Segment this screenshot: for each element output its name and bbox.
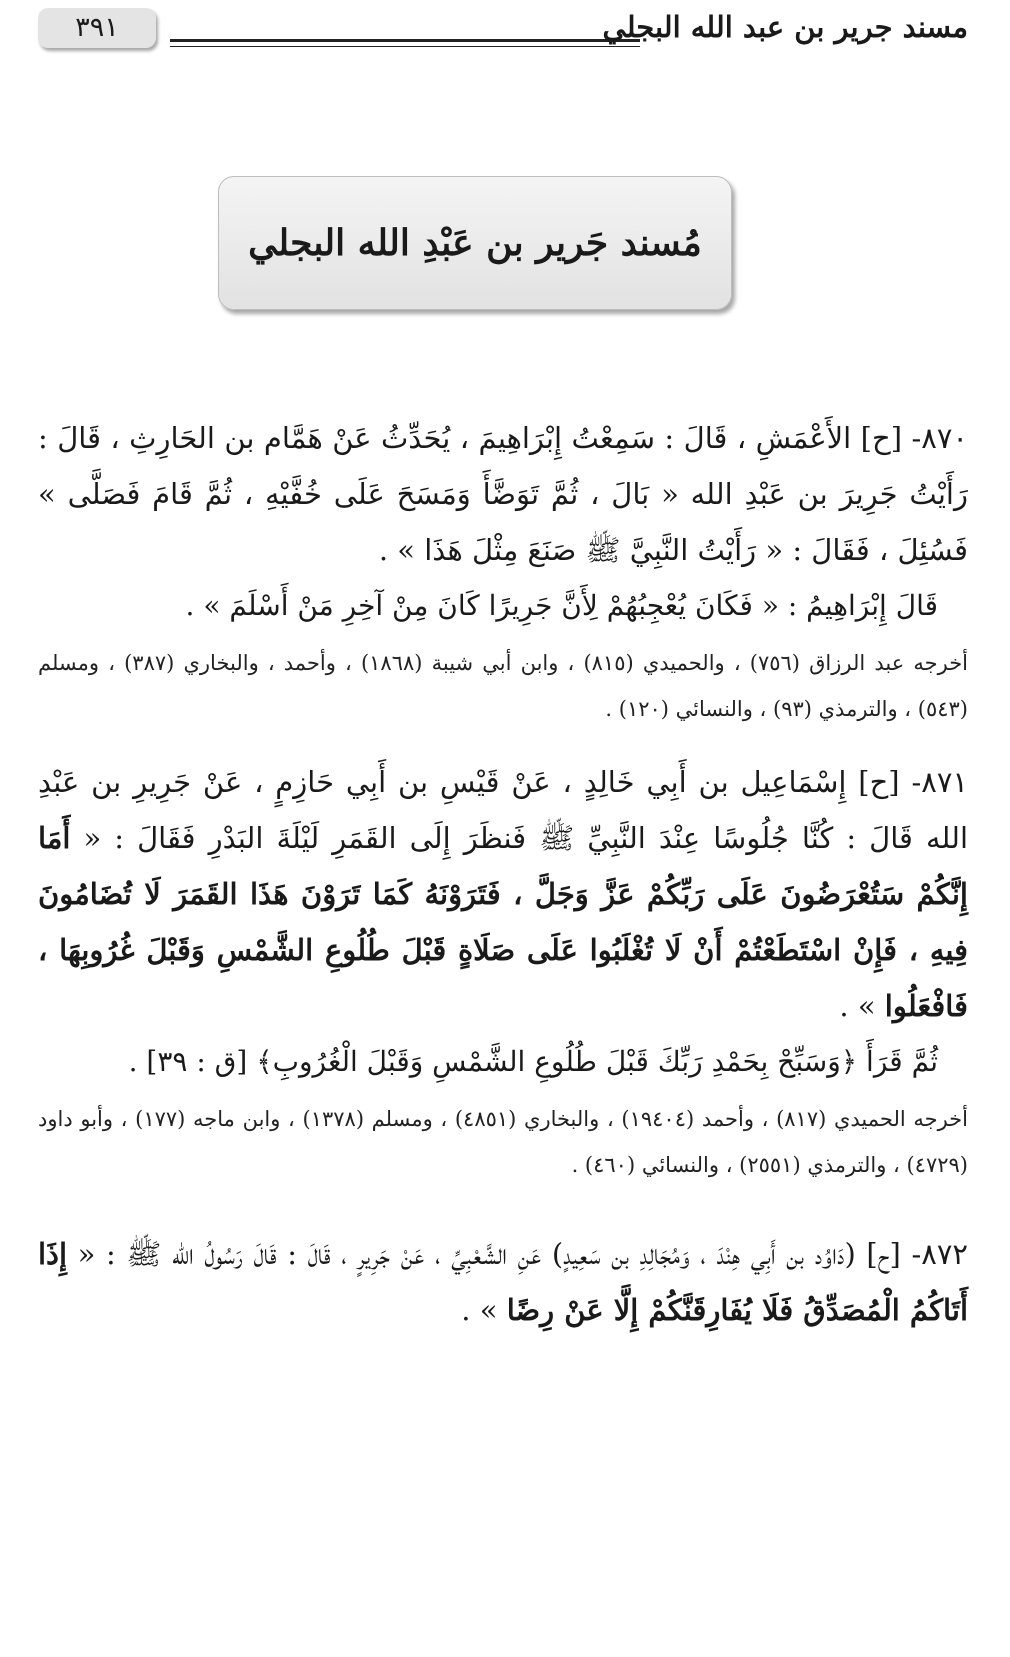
- section-title: مُسند جَرير بن عَبْدِ الله البجلي: [248, 222, 702, 264]
- hadith-872: [38, 1226, 968, 1338]
- hadith-prophetic-words: إِذَا أَتَاكُمُ الْمُصَدِّقُ فَلَا يُفَارِقَنَّكُمْ إِلَّا عَنْ رِضًا: [38, 1237, 968, 1327]
- section-title-box: [218, 176, 732, 310]
- takhrij: أخرجه عبد الرزاق (٧٥٦) ، والحميدي (٨١٥) ، وابن أبي شيبة (١٨٦٨) ، وأحمد ، والبخاري (٣٨٧) ، ومسلم (٥٤٣) ، والترمذي (٩٣) ، والنسائي (١٢٠) .: [38, 651, 969, 721]
- hadith-number: ٨٧١-: [911, 765, 968, 799]
- spacer: [38, 1188, 968, 1226]
- page-content: [38, 410, 968, 1338]
- hadith-871: [38, 754, 968, 1034]
- spacer: [38, 732, 968, 754]
- hadith-text: [ح] (دَاوُد بن أَبِي هِنْدَ ، وَمُجَالِدِ بن سَعِيدٍ) عَنِ الشَّعْبِيِّ ، عَنْ جَرِيرٍ ، قَالَ : قَالَ رَسُولُ الله ﷺ : «: [67, 1237, 901, 1271]
- hadith-870: [38, 410, 968, 578]
- hadith-text: [ح] الأَعْمَشِ ، قَالَ : سَمِعْتُ إِبْرَاهِيمَ ، يُحَدِّثُ عَنْ هَمَّام بن الحَارِثِ ، قَالَ : رَأَيْتُ جَرِيرَ بن عَبْدِ الله « بَالَ ، ثُمَّ تَوَضَّأَ وَمَسَحَ عَلَى خُفَّيْهِ ، ثُمَّ قَامَ فَصَلَّى » فَسُئِلَ ، فَقَالَ : « رَأَيْتُ النَّبِيَّ ﷺ صَنَعَ مِثْلَ هَذَا » .: [38, 421, 968, 567]
- takhrij: أخرجه الحميدي (٨١٧) ، وأحمد (١٩٤٠٤) ، والبخاري (٤٨٥١) ، ومسلم (١٣٧٨) ، وابن ماجه (١٧٧) ، وأبو داود (٤٧٢٩) ، والترمذي (٢٥٥١) ، والنسائي (٤٦٠) .: [38, 1107, 969, 1177]
- header-rule: [170, 39, 640, 42]
- quran-verse: ثُمَّ قَرَأَ ﴿وَسَبِّحْ بِحَمْدِ رَبِّكَ قَبْلَ طُلُوعِ الشَّمْسِ وَقَبْلَ الْغُرُوبِ﴾ [ق : ٣٩] .: [128, 1045, 938, 1078]
- hadith-prophetic-words: أَمَا إِنَّكُمْ سَتُعْرَضُونَ عَلَى رَبِّكُمْ عَزَّ وَجَلَّ ، فَتَرَوْنَهُ كَمَا تَرَوْنَ هَذَا القَمَرَ لَا تُضَامُونَ فِيهِ ، فَإِنْ اسْتَطَعْتُمْ أَنْ لَا تُغْلَبُوا عَلَى صَلَاةٍ قَبْلَ طُلُوعِ الشَّمْسِ وَقَبْلَ غُرُوبِهَا ، فَافْعَلُوا: [38, 821, 968, 1023]
- hadith-text-end: » .: [839, 989, 885, 1023]
- hadith-number: ٨٧٠-: [911, 421, 968, 455]
- page-header: [38, 0, 968, 68]
- header-rule-thin: [170, 46, 640, 47]
- hadith-text: [ح] إِسْمَاعِيل بن أَبِي خَالِدٍ ، عَنْ قَيْسِ بن أَبِي حَازِمٍ ، عَنْ جَرِيرِ بن عَبْدِ الله قَالَ : كُنَّا جُلُوسًا عِنْدَ النَّبِيِّ ﷺ فَنظَرَ إِلَى القَمَرِ لَيْلَةَ البَدْرِ فَقَالَ : «: [38, 765, 968, 855]
- hadith-text-end: » .: [461, 1293, 507, 1327]
- running-title: مسند جرير بن عبد الله البجلي: [602, 10, 968, 44]
- hadith-note: قَالَ إِبْرَاهِيمُ : « فَكَانَ يُعْجِبُهُمْ لِأَنَّ جَرِيرًا كَانَ مِنْ آخِرِ مَنْ أَسْلَمَ » .: [185, 589, 938, 622]
- hadith-number: ٨٧٢-: [911, 1237, 969, 1271]
- page-number: ٣٩١: [38, 8, 156, 48]
